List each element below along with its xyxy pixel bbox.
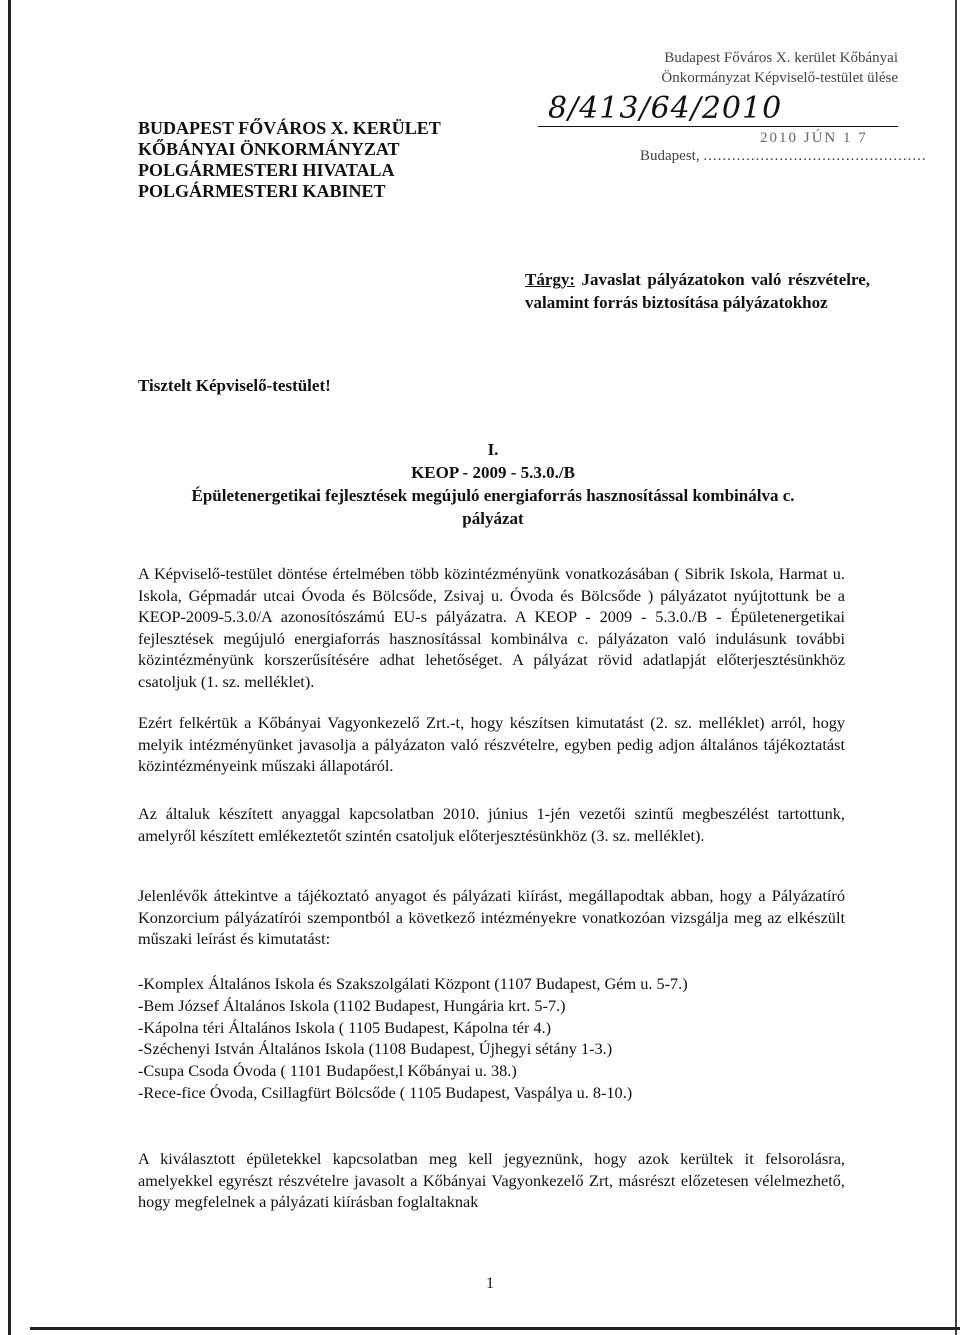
scan-border-left (8, 0, 11, 1335)
institution-list (138, 973, 845, 1104)
place-and-date (640, 148, 927, 165)
paragraph: A Képviselő-testület döntése értelmében több közintézményünk vonatkozásában ( Sibrik Iskola, Harmat u. Iskola, Gépmadár utcai Óvoda és Bölcsőde, Zsivaj u. Óvoda és Bölcsőde ) pályázatot nyújtottunk be a KEOP-2009-5.3.0/A azonosítószámú EU-s pályázatra. A KEOP - 2009 - 5.3.0./B - Épületenergetikai fejlesztések megújuló energiaforrás hasznosítással kombinálva c. pályázaton való indulásunk további közintézményünk korszerűsítésére adhat lehetőséget. A pályázat rövid adatlapját előterjesztésünkhöz csatoljuk (1. sz. melléklet). (138, 564, 845, 691)
subject-text: Javaslat pályázatokon való részvételre, valamint forrás biztosítása pályázatokhoz (525, 270, 870, 312)
org-line: POLGÁRMESTERI KABINET (138, 181, 386, 201)
section-title: Épületenergetikai fejlesztések megújuló energiaforrás hasznosítással kombinálva c. (191, 486, 795, 505)
list-item: -Kápolna téri Általános Iskola ( 1105 Budapest, Kápolna tér 4.) (138, 1017, 552, 1037)
paragraph: Jelenlévők áttekintve a tájékoztató anyagot és pályázati kiírást, megállapodtak abban, hogy a Pályázatíró Konzorcium pályázatírói szempontból a következő intézményekre vonatkozóan vizsgálja meg az elkészült műszaki leírást és kimutatást: (138, 886, 845, 948)
salutation: Tisztelt Képviselő-testület! (138, 376, 331, 395)
date-blank: ............................................... (703, 148, 927, 164)
council-line: Önkormányzat Képviselő-testület ülése (661, 70, 898, 86)
section-number: I. (487, 440, 499, 459)
section-code: KEOP - 2009 - 5.3.0./B (411, 463, 575, 482)
paragraph: Ezért felkértük a Kőbányai Vagyonkezelő Zrt.-t, hogy készítsen kimutatást (2. sz. melléklet) arról, hogy melyik intézményünket javasolja a pályázaton való részvételre, egyben pedig adjon általános tájékoztatást közintézményeink műszaki állapotáról. (138, 713, 845, 775)
org-line: POLGÁRMESTERI HIVATALA (138, 160, 395, 180)
section-subtitle: pályázat (462, 509, 524, 528)
list-item: -Bem József Általános Iskola (1102 Budapest, Hungária krt. 5-7.) (138, 995, 566, 1015)
subject-block (525, 268, 870, 314)
list-item: -Széchenyi István Általános Iskola (1108 Budapest, Újhegyi sétány 1-3.) (138, 1039, 613, 1059)
subject-label: Tárgy: (525, 270, 576, 289)
page-number: 1 (486, 1275, 494, 1292)
issuing-organization (138, 118, 441, 202)
place-label: Budapest, (640, 148, 700, 164)
org-line: BUDAPEST FŐVÁROS X. KERÜLET (138, 118, 441, 138)
paragraph: A kiválasztott épületekkel kapcsolatban meg kell jegyeznünk, hogy azok kerültek it felsorolásra, amelyekkel egyrészt részvételre javasolt a Kőbányai Vagyonkezelő Zrt, másrészt előzetesen vélelmezhető, hogy megfelelnek a pályázati kiírásban foglaltaknak (138, 1149, 845, 1211)
org-line: KŐBÁNYAI ÖNKORMÁNYZAT (138, 139, 400, 159)
registration-number (538, 92, 898, 127)
list-item: -Csupa Csoda Óvoda ( 1101 Budapőest,l Kőbányai u. 38.) (138, 1061, 517, 1081)
section-heading (138, 438, 848, 530)
registration-number-text: 8/413/64/2010 (548, 91, 783, 126)
scan-border-right (955, 0, 957, 1335)
council-session-label (661, 48, 898, 88)
paragraph: Az általuk készített anyaggal kapcsolatban 2010. június 1-jén vezetői szintű megbeszélést tartottunk, amelyről készített emlékeztetőt szintén csatoljuk előterjesztésünkhöz (3. sz. melléklet). (138, 804, 845, 845)
scan-border-bottom (30, 1327, 960, 1330)
received-stamp-date: 2010 JÚN 1 7 (760, 130, 868, 146)
list-item: -Komplex Általános Iskola és Szakszolgálati Központ (1107 Budapest, Gém u. 5-7.) (138, 974, 688, 993)
council-line: Budapest Főváros X. kerület Kőbányai (664, 50, 898, 66)
list-item: -Rece-fice Óvoda, Csillagfürt Bölcsőde ( 1105 Budapest, Vaspálya u. 8-10.) (138, 1082, 633, 1102)
